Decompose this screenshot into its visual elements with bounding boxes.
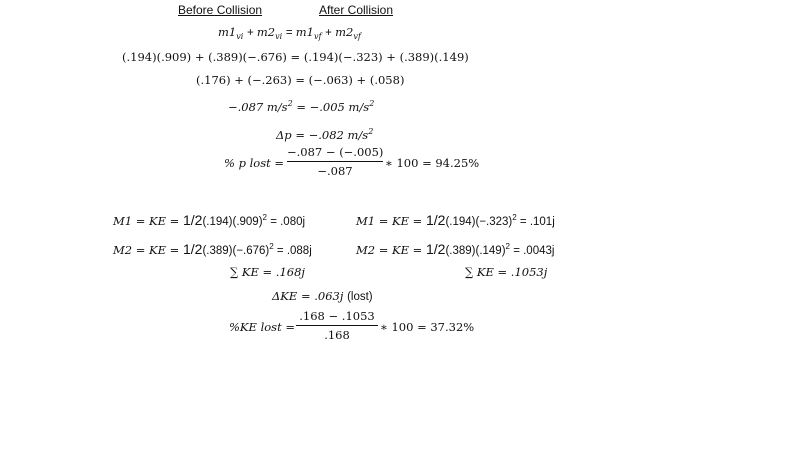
ke-m2-after: M2 = KE = $1/2(.389)(.149)^2 = .0043j$ [356,241,555,257]
sum-ke-before: ∑ KE = .168j [230,265,305,279]
percent-ke-lost-result: ∗ 100 = 37.32% [380,320,475,334]
percent-p-lost-fraction [287,145,383,178]
fraction-denominator: −.087 [317,164,353,178]
percent-ke-lost-label: %KE lost = [229,320,295,334]
m1-vf: $m1_{vf}$ [295,25,322,41]
fraction-numerator: .168 − .1053 [299,309,375,323]
momentum-products: (.176) + (−.263) = (−.063) + (.058) [196,73,405,87]
delta-p: Δp = −.082 $m/s^2$ [276,127,374,142]
fraction-denominator: .168 [324,328,350,342]
delta-ke: ΔKE = .063j (lost) [272,289,373,303]
fraction-numerator: −.087 − (−.005) [287,145,384,159]
momentum-substitution: (.194)(.909) + (.389)(−.676) = (.194)(−.323) + (.389)(.149) [122,50,469,64]
momentum-totals: −.087 $m/s^2 = -.005$ $m/s^2$ [228,99,375,114]
m2-vi: $m2_{vi}$ [256,25,283,41]
m1-vi: $m1_{vi}$ [218,25,244,41]
ke-m1-after: M1 = KE = $1/2(.194)(-.323)^2 = .101j$ [356,212,555,228]
m2-vf: $m2_{vf}$ [335,25,361,41]
sum-ke-after: ∑ KE = .1053j [465,265,548,279]
percent-p-lost-label: % p lost = [224,156,285,170]
ke-m2-before: M2 = KE = $1/2(.389)(-.676)^2 = .088j$ [113,241,312,257]
percent-p-lost-result: ∗ 100 = 94.25% [385,156,480,170]
ke-m1-before: M1 = KE = $1/2(.194)(.909)^2 = .080j$ [113,212,306,228]
momentum-equation: $m1_{vi} + m2_{vi} = m1_{vf} + m2_{vf}$ [218,25,361,41]
after-collision-header: After Collision [319,3,394,17]
before-collision-header: Before Collision [178,3,263,17]
percent-ke-lost-fraction [296,309,378,342]
